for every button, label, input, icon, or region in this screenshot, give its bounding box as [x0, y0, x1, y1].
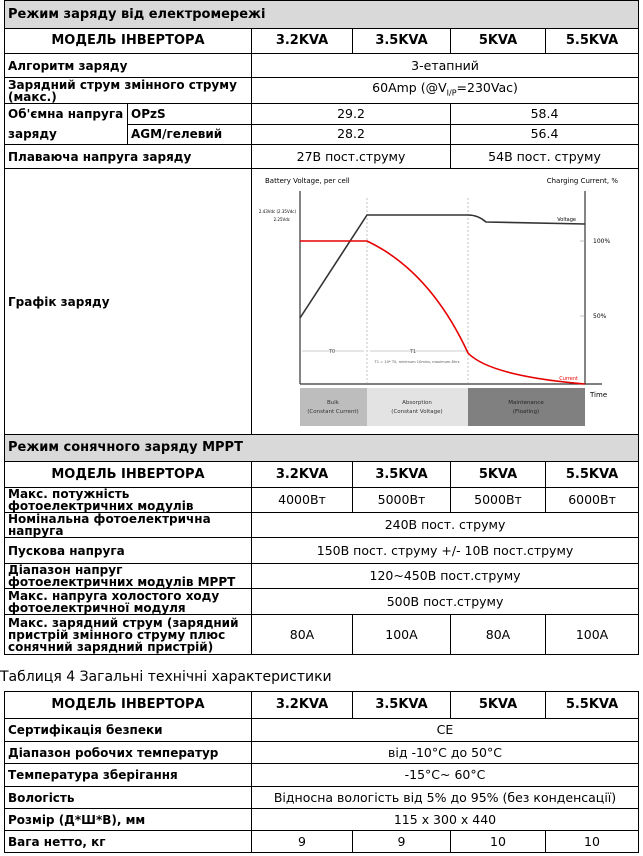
max-charge-value: 80A	[252, 615, 353, 655]
storage-temp-value: -15°C~ 60°C	[252, 764, 639, 787]
model-col: 5KVA	[451, 29, 546, 54]
agm-label: AGM/гелевий	[128, 124, 252, 145]
agm-value: 56.4	[451, 124, 639, 145]
section-title-grid-charging: Режим заряду від електромережі	[5, 1, 639, 29]
weight-value: 9	[252, 831, 353, 853]
mppt-range-label: Діапазон напруг фотоелектричних модулів MPPT	[5, 564, 252, 589]
general-specs-table	[4, 691, 639, 853]
model-col: 3.5KVA	[353, 29, 451, 54]
humidity-label: Вологість	[5, 787, 252, 809]
ac-current-value	[252, 78, 639, 104]
start-voltage-label: Пускова напруга	[5, 538, 252, 564]
opzs-value: 29.2	[252, 104, 451, 125]
v-label-2: 2.25Vdc	[273, 217, 290, 222]
charging-graph-label: Графік заряду	[5, 169, 252, 435]
safety-label: Сертифікація безпеки	[5, 719, 252, 742]
bulk-voltage-label: Об'ємна напруга заряду	[5, 104, 128, 145]
weight-value: 10	[451, 831, 546, 853]
model-col: 3.5KVA	[353, 462, 451, 488]
max-oc-label: Макс. напруга холостого ходу фотоелектричної модуля	[5, 589, 252, 615]
opzs-label: OPzS	[128, 104, 252, 125]
algorithm-label: Алгоритм заряду	[5, 54, 252, 78]
nominal-pv-label: Номінальна фотоелектрична напруга	[5, 513, 252, 538]
op-temp-value: від -10°C до 50°C	[252, 742, 639, 764]
algorithm-value: 3-етапний	[252, 54, 639, 78]
max-oc-value: 500В пост.струму	[252, 589, 639, 615]
opzs-value: 58.4	[451, 104, 639, 125]
float-value: 27В пост.струму	[252, 145, 451, 169]
size-label: Розмір (Д*Ш*В), мм	[5, 809, 252, 831]
max-pv-power-value: 5000Вт	[451, 488, 546, 513]
time-label: Time	[590, 391, 608, 399]
model-col: 5.5KVA	[546, 29, 639, 54]
max-charge-value: 80A	[451, 615, 546, 655]
size-value: 115 x 300 x 440	[252, 809, 639, 831]
section-title-mppt: Режим сонячного заряду MPPT	[5, 435, 639, 462]
weight-value: 9	[353, 831, 451, 853]
model-header: МОДЕЛЬ ІНВЕРТОРА	[5, 692, 252, 719]
max-pv-power-value: 6000Вт	[546, 488, 639, 513]
max-charge-label: Макс. зарядний струм (зарядний пристрій змінного струму плюс сонячний зарядний пристрій)	[5, 615, 252, 655]
tick-50-label: 50%	[593, 313, 607, 320]
charging-specs-table	[4, 0, 639, 655]
stage-bulk-band	[300, 388, 367, 426]
float-voltage-label: Плаваюча напруга заряду	[5, 145, 252, 169]
model-header: МОДЕЛЬ ІНВЕРТОРА	[5, 462, 252, 488]
ac-current-sub: I/P	[446, 88, 457, 98]
stage-sub: (Floating)	[512, 409, 540, 415]
ac-current-pre: 60Amp (@V	[372, 79, 447, 95]
tick-100-label: 100%	[593, 238, 611, 245]
ac-current-label: Зарядний струм змінного струму (макс.)	[5, 78, 252, 104]
stage-sub: (Constant Current)	[307, 409, 359, 415]
stage-name: Absorption	[402, 400, 432, 406]
float-value: 54В пост. струму	[451, 145, 639, 169]
humidity-value: Відносна вологість від 5% до 95% (без конденсації)	[252, 787, 639, 809]
max-pv-power-label: Макс. потужність фотоелектричних модулів	[5, 488, 252, 513]
weight-value: 10	[546, 831, 639, 853]
ac-current-post: =230Vac)	[456, 79, 518, 95]
model-header: МОДЕЛЬ ІНВЕРТОРА	[5, 29, 252, 54]
t1-label: T1	[409, 349, 417, 355]
start-voltage-value: 150В пост. струму +/- 10В пост.струму	[252, 538, 639, 564]
max-pv-power-value: 4000Вт	[252, 488, 353, 513]
t0-label: T0	[328, 349, 336, 355]
stage-maintenance-band	[468, 388, 585, 426]
charging-graph-cell	[252, 169, 639, 435]
table-caption: Таблиця 4 Загальні технічні характеристики	[0, 669, 332, 685]
v-label-1: 2.43Vdc (2.35Vdc)	[258, 209, 296, 214]
op-temp-label: Діапазон робочих температур	[5, 742, 252, 764]
stage-sub: (Constant Voltage)	[391, 409, 443, 415]
weight-label: Вага нетто, кг	[5, 831, 252, 853]
current-label: Current	[559, 376, 578, 382]
stage-absorption-band	[367, 388, 468, 426]
nominal-pv-value: 240В пост. струму	[252, 513, 639, 538]
safety-value: CE	[252, 719, 639, 742]
max-pv-power-value: 5000Вт	[353, 488, 451, 513]
max-charge-value: 100A	[546, 615, 639, 655]
storage-temp-label: Температура зберігання	[5, 764, 252, 787]
voltage-label: Voltage	[557, 217, 576, 223]
model-col: 5.5KVA	[546, 462, 639, 488]
model-col: 3.2KVA	[252, 462, 353, 488]
voltage-curve	[300, 215, 585, 318]
model-col: 5.5KVA	[546, 692, 639, 719]
model-col: 5KVA	[451, 462, 546, 488]
max-charge-value: 100A	[353, 615, 451, 655]
charging-curve-diagram	[252, 169, 638, 432]
y-left-label: Battery Voltage, per cell	[265, 177, 350, 185]
model-col: 5KVA	[451, 692, 546, 719]
model-col: 3.2KVA	[252, 692, 353, 719]
model-col: 3.5KVA	[353, 692, 451, 719]
t1-note: T1 = 10* T0, minimum 10mins, maximum 8hrs	[374, 360, 460, 364]
stage-name: Bulk	[327, 400, 339, 406]
mppt-range-value: 120~450В пост.струму	[252, 564, 639, 589]
y-right-label: Charging Current, %	[546, 177, 618, 185]
agm-value: 28.2	[252, 124, 451, 145]
model-col: 3.2KVA	[252, 29, 353, 54]
stage-name: Maintenance	[508, 400, 544, 406]
